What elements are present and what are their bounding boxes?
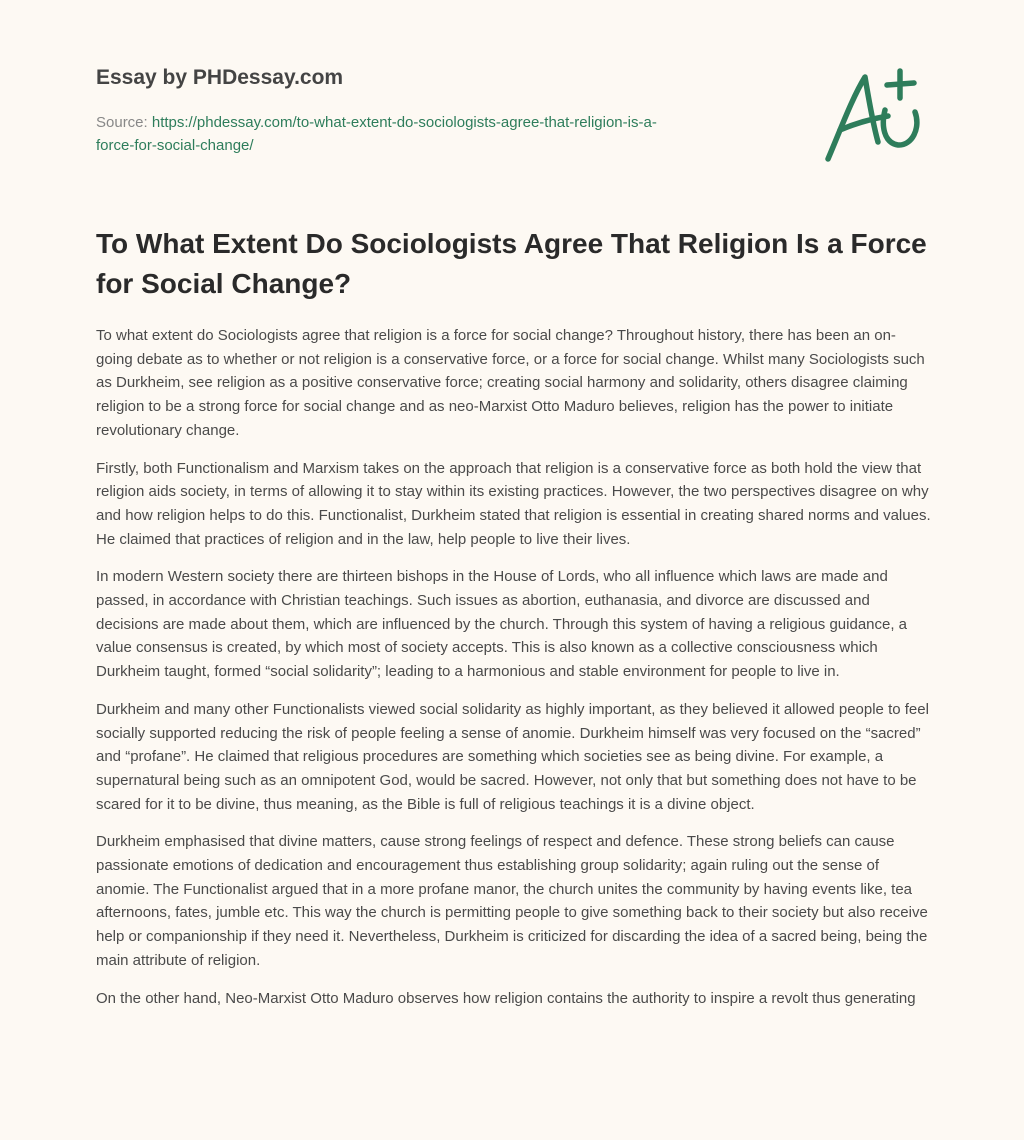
source-line [96,111,756,157]
paragraph: To what extent do Sociologists agree that religion is a force for social change? Throughout history, there has been an on-going debate as to whether or not religion is a conservative force, or a force for social change. Whilst many Sociologists such as Durkheim, see religion as a positive conservative force; creating social harmony and solidarity, others disagree claiming religion to be a strong force for social change and as neo-Marxist Otto Maduro believes, religion has the power to initiate revolutionary change. [96,327,925,439]
paragraph: Durkheim and many other Functionalists viewed social solidarity as highly important, as they believed it allowed people to feel socially supported reducing the risk of people feeling a sense of anomie. Durkheim himself was very focused on the “sacred” and “profane”. He claimed that religious procedures are something which societies see as being divine. For example, a supernatural being such as an omnipotent God, would be sacred. However, not only that but something does not have to be scared for it to be divine, thus meaning, as the Bible is full of religious teachings it is a divine object. [96,700,929,813]
a-plus-grade-icon [818,66,928,166]
source-label: Source: [96,114,148,131]
paragraph: In modern Western society there are thirteen bishops in the House of Lords, who all influence which laws are made and passed, in accordance with Christian teachings. Such issues as abortion, euthanasia, and divorce are discussed and decisions are made about them, which are influenced by the church. Through this system of having a religious guidance, a value consensus is created, by which most of society accepts. This is also known as a collective consciousness which Durkheim taught, formed “social solidarity”; leading to a harmonious and stable environment for people to live in. [96,568,908,681]
source-url-line-2: force-for-social-change/ [96,137,254,154]
page-header [96,64,756,157]
site-title: Essay by PHDessay.com [96,66,344,89]
source-url-line-1: https://phdessay.com/to-what-extent-do-sociologists-agree-that-religion-is-a- [151,114,657,131]
article-title: To What Extent Do Sociologists Agree That Religion Is a Force for Social Change? [96,228,927,299]
paragraph: Durkheim emphasised that divine matters, cause strong feelings of respect and defence. These strong beliefs can cause passionate emotions of dedication and encouragement thus establishing group solidarity; again ruling out the sense of anomie. The Functionalist argued that in a more profane manor, the church unites the community by having events like, tea afternoons, fates, jumble etc. This way the church is permitting people to give something back to their society but also receive help or companionship if they need it. Nevertheless, Durkheim is criticized for discarding the idea of a sacred being, being the main attribute of religion. [96,833,928,969]
paragraph: On the other hand, Neo-Marxist Otto Maduro observes how religion contains the authority to inspire a revolt thus generating [96,989,916,1007]
article-body [96,324,932,1024]
source-link[interactable] [96,114,657,154]
paragraph: Firstly, both Functionalism and Marxism takes on the approach that religion is a conservative force as both hold the view that religion aids society, in terms of allowing it to stay within its existing practices. However, the two perspectives disagree on why and how religion helps to do this. Functionalist, Durkheim stated that religion is essential in creating shared norms and values. He claimed that practices of religion and in the law, help people to live their lives. [96,459,931,548]
